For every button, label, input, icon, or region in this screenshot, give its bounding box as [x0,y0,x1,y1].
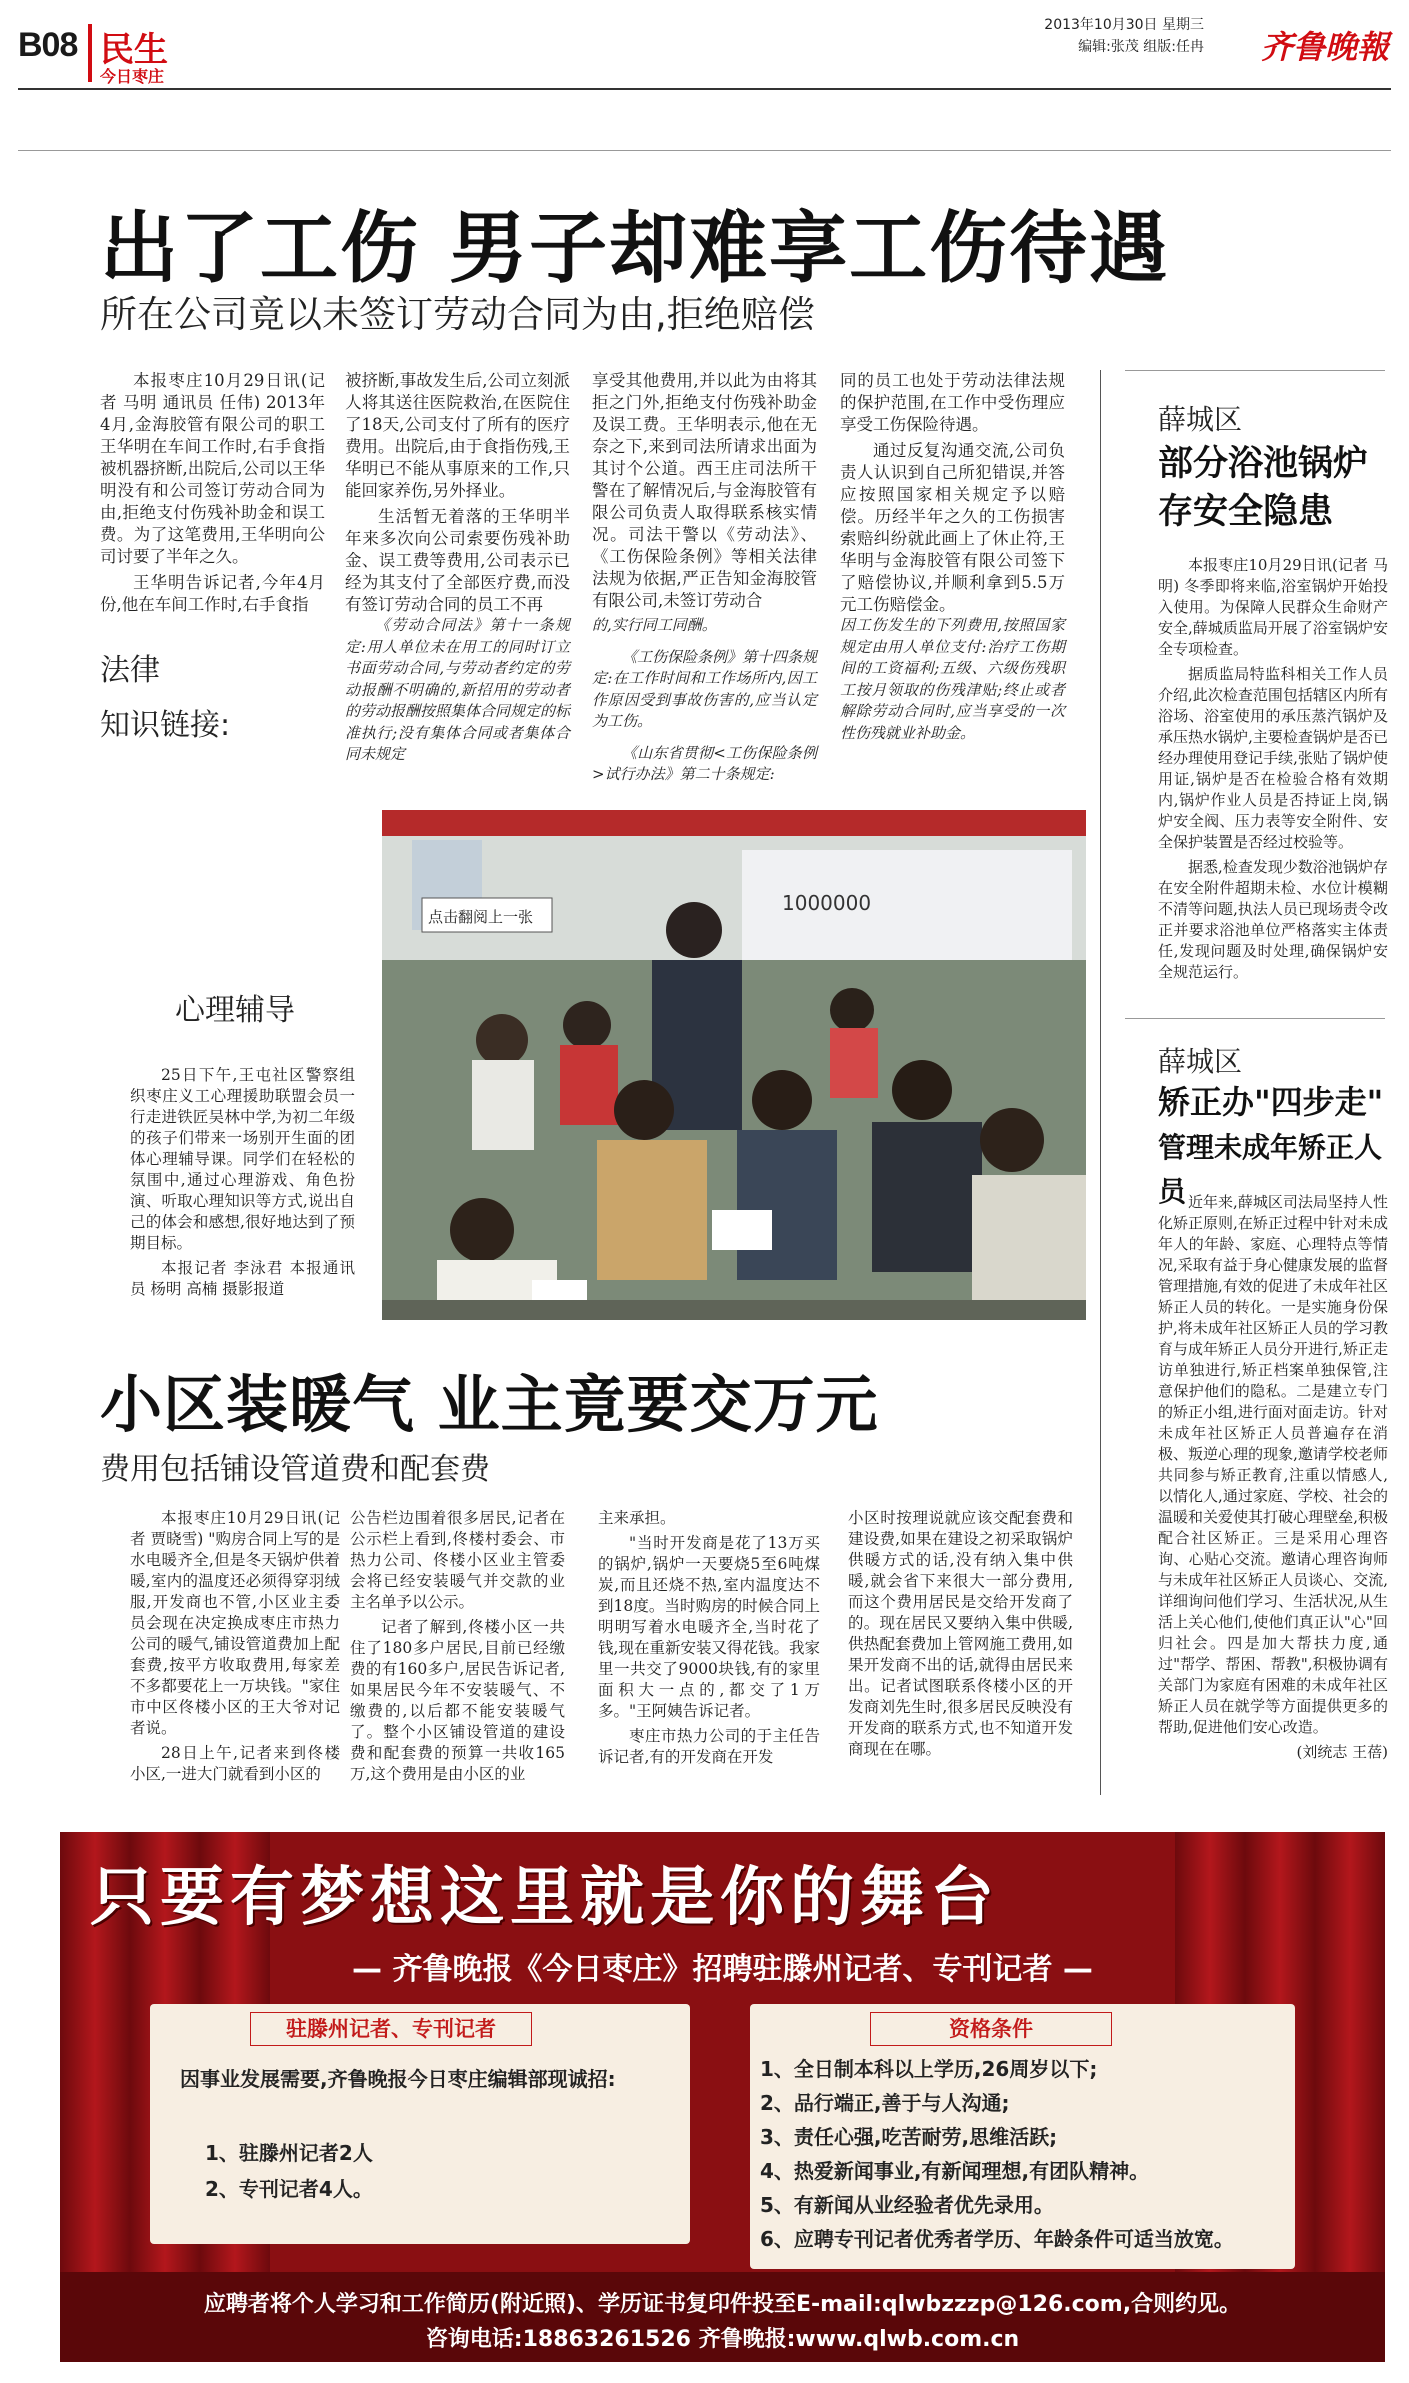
sidebar-story1-place: 薛城区 [1158,403,1243,436]
law-text-2b: 《工伤保险条例》第十四条规定:在工作时间和工作场所内,因工作原因受到事故伤害的,应当认定为工伤。 [592,647,818,730]
law-text-2c: 《山东省贯彻<工伤保险条例>试行办法》第二十条规定: [592,743,817,783]
sidebar-story2-place: 薛城区 [1158,1045,1243,1078]
article2-col1-p2: 28日上午,记者来到佟楼小区,一进大门就看到小区的 [130,1744,340,1783]
photo-caption-text: 25日下午,王屯社区警察组织枣庄义工心理援助联盟会员一行走进铁匠吴林中学,为初二年级的孩子们带来一场别开生面的团体心理辅导课。同学们在轻松的氛围中,通过心理游戏、角色扮演、听取心理知识等方式,说出自己的体会和感想,很好地达到了预期目标。 [130,1066,355,1252]
article1-col1-p2: 王华明告诉记者,今年4月份,他在车间工作时,右手食指 [100,573,325,614]
ad-right-item-6: 6、应聘专刊记者优秀者学历、年龄条件可适当放宽。 [760,2227,1234,2251]
sidebar-story1-p3: 据悉,检查发现少数浴池锅炉存在安全附件超期未检、水位计模糊不清等问题,执法人员已现场责令改正并要求浴池单位严格落实主体责任,发现问题及时处理,确保锅炉安全规范运行。 [1158,858,1388,981]
ad-right-item-5: 5、有新闻从业经验者优先录用。 [760,2193,1054,2217]
article1-headline: 出了工伤 男子却难享工伤待遇 [100,203,1170,294]
sidebar-story2-p1: 近年来,薛城区司法局坚持人性化矫正原则,在矫正过程中针对未成年人的年龄、家庭、心理特点等情况,采取有益于身心健康发展的监督管理措施,有效的促进了未成年社区矫正人员的转化。一是实施身份保护,将未成年社区矫正人员的学习教育与成年矫正人员分开进行,矫正走访单独进行,矫正档案单独保管,注意保护他们的隐私。二是建立专门的矫正小组,进行面对面走访。针对未成年社区矫正人员普遍存在消极、叛逆心理的现象,邀请学校老师共同参与矫正教育,注重以情感人,以情化人,通过家庭、学校、社会的温暖和关爱使其打破心理壁垒,积极配合社区矫正。三是采用心理咨询、心贴心交流。邀请心理咨询师与未成年社区矫正人员谈心、交流,详细询问他们学习、生活状况,从生活上关心他们,使他们真正认"心"回归社会。四是加大帮扶力度,通过"帮学、帮困、帮教",积极协调有关部门为家庭有困难的未成年社区矫正人员在就学等方面提供更多的帮助,促进他们安心改造。 [1158,1193,1388,1736]
sidebar-story1-p1: 本报枣庄10月29日讯(记者 马明) 冬季即将来临,浴室锅炉开始投入使用。为保障人民群众生命财产安全,薛城质监局开展了浴室锅炉安全专项检查。 [1158,556,1388,658]
sidebar-story2-title-2: 管理未成年矫正人员 [1158,1131,1383,1208]
article2-col3-p1: 主来承担。 [598,1509,676,1527]
law-kicker-line1: 法律 [100,653,160,688]
law-text-3: 因工伤发生的下列费用,按照国家规定由用人单位支付:治疗工伤期间的工资福利;五级、六级伤残职工按月领取的伤残津贴;终止或者解除劳动合同时,应当享受的一次性伤残就业补助金。 [840,616,1065,742]
sidebar-story1-title-2: 存安全隐患 [1158,492,1334,532]
photo-inset-label: 点击翻阅上一张 [428,908,534,926]
article2-col1-p1: 本报枣庄10月29日讯(记者 贾晓雪) "购房合同上写的是水电暖齐全,但是冬天锅炉供着暖,室内的温度还必须得穿羽绒服,开发商也不管,小区业主委员会现在决定换成枣庄市热力公司的暖气,铺设管道费加上配套费,按平方收取费用,每家差不多都要花上一万块钱。"家住市中区佟楼小区的王大爷对记者说。 [130,1509,340,1737]
ad-title: 只要有梦想这里就是你的舞台 [90,1861,1000,1935]
page-code: B08 [18,26,78,64]
law-col2 [592,615,817,796]
ad-footer-1: 应聘者将个人学习和工作简历(附近照)、学历证书复印件投至E-mail:qlwbzzzp@126.com,合则约见。 [203,2292,1242,2317]
article2-col2-p1: 公告栏边围着很多居民,记者在公示栏上看到,佟楼村委会、市热力公司、佟楼小区业主管委会将已经安装暖气并交款的业主名单予以公示。 [350,1509,565,1611]
section-name: 民生 [100,30,168,70]
law-text-1: 《劳动合同法》第十一条规定:用人单位未在用工的同时订立书面劳动合同,与劳动者约定的劳动报酬不明确的,新招用的劳动者的劳动报酬按照集体合同规定的标准执行;没有集体合同或者集体合同未规定 [345,616,571,763]
law-col1 [345,615,570,776]
article2-col1 [130,1508,340,1789]
law-col3 [840,615,1065,754]
header-rule [18,88,1391,90]
ad-right-item-2: 2、品行端正,善于与人沟通; [760,2091,1010,2115]
article2-col2-p2: 记者了解到,佟楼小区一共住了180多户居民,目前已经缴费的有160多户,居民告诉记者,如果居民今年不安装暖气、不缴费的,以后都不能安装暖气了。整个小区铺设管道的建设费和配套费的预算一共收165万,这个费用是由小区的业 [350,1618,565,1783]
sidebar-story2-body [1158,1192,1388,1767]
article1-subhead: 所在公司竟以未签订劳动合同为由,拒绝赔偿 [100,293,815,336]
sidebar-story1-p2: 据质监局特监科相关工作人员介绍,此次检查范围包括辖区内所有浴场、浴室使用的承压蒸汽锅炉及承压热水锅炉,主要检查锅炉是否已经办理使用登记手续,张贴了锅炉使用证,锅炉是否在检验合格有效期内,锅炉作业人员是否持证上岗,锅炉安全阀、压力表等安全附件、安全保护装置是否经过校验等。 [1158,665,1388,851]
article1-col2 [345,370,570,620]
recruitment-ad [60,1832,1385,2362]
ad-footer-2: 咨询电话:18863261526 齐鲁晚报:www.qlwb.com.cn [425,2327,1020,2352]
article2-col3-p2: "当时开发商是花了13万买的锅炉,锅炉一天要烧5至6吨煤炭,而且还烧不热,室内温度达不到18度。当时购房的时候合同上明明写着水电暖齐全,当时花了钱,现在重新安装又得花钱。我家里一共交了9000块钱,有的家里面积大一点的,都交了1万多。"王阿姨告诉记者。 [598,1534,820,1720]
article1-col3-p1: 享受其他费用,并以此为由将其拒之门外,拒绝支付伤残补助金及误工费。王华明表示,他在无奈之下,来到司法所请求出面为其讨个公道。西王庄司法所干警在了解情况后,与金海胶管有限公司负责人取得联系核实情况。司法干警以《劳动法》、《工伤保险条例》等相关法律法规为依据,严正告知金海胶管有限公司,未签订劳动合 [592,371,817,610]
article1-col2-p1: 被挤断,事故发生后,公司立刻派人将其送往医院救治,在医院住了18天,公司支付了所有的医疗费用。出院后,由于食指伤残,王华明已不能从事原来的工作,只能回家养伤,另外择业。 [345,371,570,500]
editor-line: 编辑:张茂 组版:任冉 [1078,39,1204,55]
article2-col3-p3: 枣庄市热力公司的于主任告诉记者,有的开发商在开发 [598,1727,820,1766]
sidebar-story2-title-1: 矫正办"四步走" [1158,1083,1384,1121]
masthead-logo: 齐鲁晚報 [1260,28,1389,66]
ad-left-item-1: 1、驻滕州记者2人 [205,2141,373,2165]
article2-col4-p1: 小区时按理说就应该交配套费和建设费,如果在建设之初采取锅炉供暖方式的话,没有纳入集中供暖,就会省下来很大一部分费用,而这个费用居民是交给开发商了的。现在居民又要纳入集中供暖,供热配套费加上管网施工费用,如果开发商不出的话,就得由居民来出。记者试图联系佟楼小区的开发商刘先生时,很多居民反映没有开发商的联系方式,也不知道开发商现在在哪。 [848,1509,1073,1758]
article1-col1 [100,370,325,620]
ad-left-item-2: 2、专刊记者4人。 [205,2177,373,2201]
ad-right-item-3: 3、责任心强,吃苦耐劳,思维活跃; [760,2125,1058,2149]
ad-left-intro: 因事业发展需要,齐鲁晚报今日枣庄编辑部现诚招: [180,2067,616,2091]
section-sub: 今日枣庄 [100,67,165,86]
date-line: 2013年10月30日 星期三 [1044,17,1204,33]
photo-caption-kicker: 心理辅导 [175,993,295,1028]
law-kicker-line2: 知识链接: [100,708,231,743]
sidebar-rule-2 [1125,1018,1385,1019]
header-rule-lower [18,150,1391,151]
ad-right-item-1: 1、全日制本科以上学历,26周岁以下; [760,2057,1098,2081]
article2-headline: 小区装暖气 业主竟要交万元 [100,1368,879,1441]
photo-caption [130,1065,355,1304]
board-text: 1000000 [782,891,872,915]
ad-right-tag: 资格条件 [870,2012,1112,2046]
article2-col3 [598,1508,820,1772]
article2-subhead: 费用包括铺设管道费和配套费 [100,1452,490,1487]
classroom-photo [382,810,1086,1320]
section-bar [88,24,92,82]
sidebar-story1-body [1158,555,1388,987]
article1-col3 [592,370,817,616]
sidebar-divider [1100,370,1101,1795]
news-photo [382,810,1086,1320]
law-text-2: 的,实行同工同酬。 [592,616,717,634]
photo-byline: 本报记者 李泳君 本报通讯员 杨明 高楠 摄影报道 [130,1259,355,1298]
sidebar-rule-1 [1125,370,1385,371]
article1-col4 [840,370,1065,620]
article1-col4-p2: 通过反复沟通交流,公司负责人认识到自己所犯错误,并答应按照国家相关规定予以赔偿。历经半年之久的工伤损害索赔纠纷就此画上了休止符,王华明与金海胶管有限公司签下了赔偿协议,并顺利拿到5.5万元工伤赔偿金。 [840,441,1065,614]
article1-col2-p2: 生活暂无着落的王华明半年来多次向公司索要伤残补助金、误工费等费用,公司表示已经为其支付了全部医疗费,而没有签订劳动合同的员工不再 [345,507,570,614]
sidebar-story2-byline: (刘统志 王蓓) [1296,1743,1388,1761]
sidebar-story1-title-1: 部分浴池锅炉 [1158,444,1369,484]
article1-col4-p1: 同的员工也处于劳动法律法规的保护范围,在工作中受伤理应享受工伤保险待遇。 [840,371,1065,434]
article2-col2 [350,1508,565,1789]
ad-right-item-4: 4、热爱新闻事业,有新闻理想,有团队精神。 [760,2159,1150,2183]
article2-col4 [848,1508,1073,1764]
article1-col1-p1: 本报枣庄10月29日讯(记者 马明 通讯员 任伟) 2013年4月,金海胶管有限公司的职工王华明在车间工作时,右手食指被机器挤断,出院后,公司以王华明没有和公司签订劳动合同为由,拒绝支付伤残补助金和误工费。为了这笔费用,王华明向公司讨要了半年之久。 [100,371,325,566]
ad-subtitle: — 齐鲁晚报《今日枣庄》招聘驻滕州记者、专刊记者 — [352,1952,1093,1987]
ad-left-tag: 驻滕州记者、专刊记者 [250,2012,532,2046]
